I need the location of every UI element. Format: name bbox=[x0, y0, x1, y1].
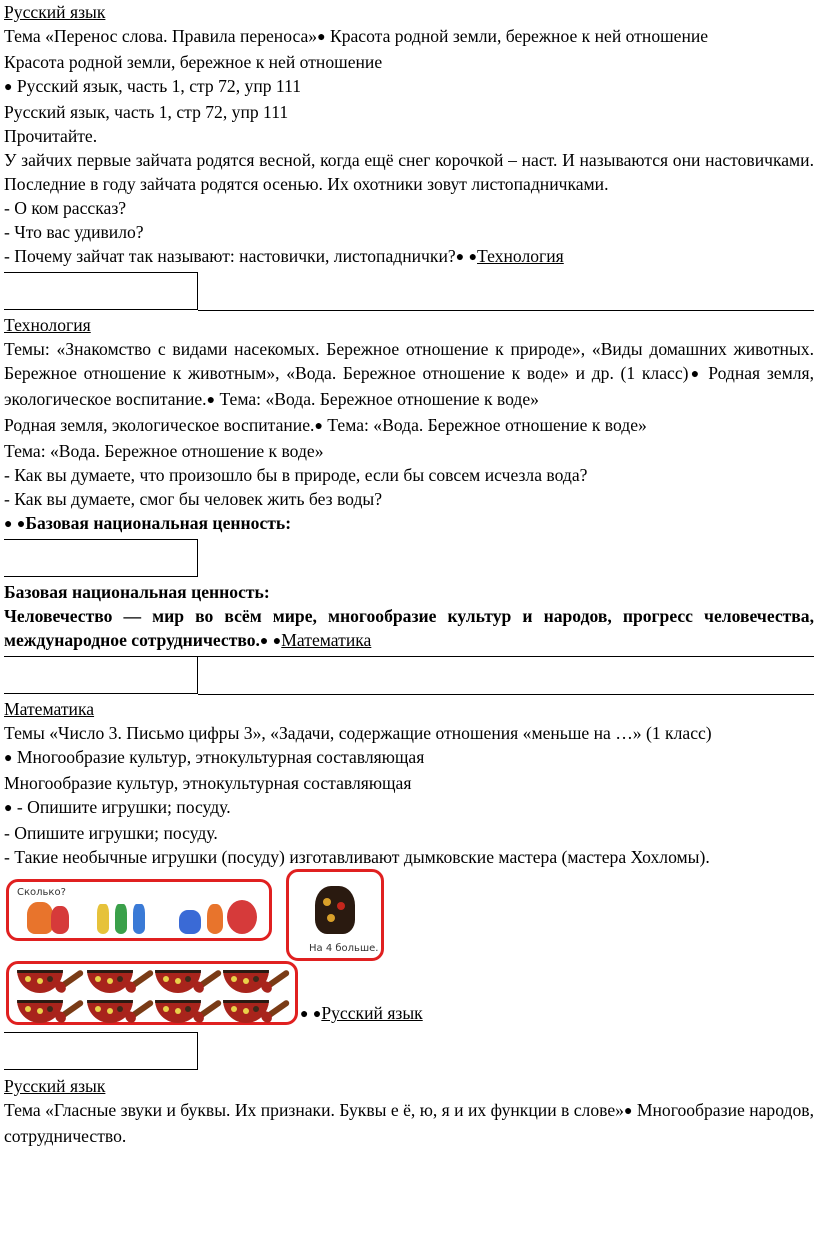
bullet-icon: ● bbox=[688, 367, 702, 382]
illustration-toys-dishes bbox=[4, 869, 814, 1024]
paragraph-dymkovo: - Такие необычные игрушки (посуду) изготавливают дымковские мастера (мастера Хохломы). bbox=[4, 847, 710, 867]
bullet-icon: ● bbox=[4, 80, 13, 95]
spoon-icon bbox=[266, 999, 291, 1019]
describe-text: - Опишите игрушки; посуду. bbox=[12, 797, 231, 817]
heading-russian-2: Русский язык bbox=[4, 1076, 106, 1096]
paragraph-hares-story: У зайчих первые зайчата родятся весной, когда ещё снег корочкой – наст. И называются они настовичками. Последние в году зайчата родятся осенью. Их охотники зовут листопадничками. bbox=[4, 150, 814, 194]
bullet-icon: ● bbox=[300, 1007, 309, 1022]
heading-math: Математика bbox=[4, 699, 95, 719]
samovar-icon bbox=[315, 886, 355, 934]
decor-icon bbox=[323, 898, 331, 906]
divider bbox=[198, 694, 814, 695]
ecology-water: Тема: «Вода. Бережное отношение к воде» bbox=[322, 415, 647, 435]
heading-russian: Русский язык bbox=[4, 2, 106, 22]
toy-icon bbox=[51, 906, 69, 934]
toy-icon bbox=[133, 904, 145, 934]
paragraph-textbook-ref-bullet bbox=[4, 74, 814, 100]
spoon-icon bbox=[130, 999, 155, 1019]
paragraph-cultures-bullet bbox=[4, 745, 814, 771]
toy-icon bbox=[179, 910, 201, 934]
bullet-icon: ● bbox=[259, 634, 269, 649]
label-count: Сколько? bbox=[17, 887, 66, 898]
technology-topics-water: Тема: «Вода. Бережное отношение к воде» bbox=[215, 389, 539, 409]
table-cell bbox=[4, 656, 198, 694]
paragraph-describe-bullet bbox=[4, 795, 814, 821]
separator-box bbox=[4, 654, 814, 697]
question-why-text: - Почему зайчат так называют: настовички, листопаднички? bbox=[4, 246, 456, 266]
bullet-icon: ● bbox=[4, 517, 13, 532]
paragraph-math-topics: Темы «Число 3. Письмо цифры 3», «Задачи, содержащие отношения «меньше на …» (1 класс) bbox=[4, 723, 712, 743]
document-page bbox=[4, 0, 814, 1148]
label-more: На 4 больше. bbox=[309, 943, 379, 954]
bullet-icon: ● bbox=[455, 250, 465, 265]
link-math[interactable]: Математика bbox=[281, 630, 372, 650]
bullet-icon: ● bbox=[314, 419, 323, 434]
topic-text: Тема «Перенос слова. Правила переноса» bbox=[4, 26, 318, 46]
bullet-icon: ● bbox=[4, 801, 13, 816]
paragraph-vowels-topic bbox=[4, 1098, 814, 1148]
bullet-icon: ● bbox=[317, 30, 326, 45]
toy-icon bbox=[227, 900, 257, 934]
table-cell bbox=[4, 539, 198, 577]
spoon-icon bbox=[130, 969, 155, 989]
divider bbox=[198, 656, 814, 657]
bullet-icon: ● bbox=[4, 751, 13, 766]
paragraph-native-land: Красота родной земли, бережное к ней отношение bbox=[4, 52, 383, 72]
cultures-text: Многообразие культур, этнокультурная составляющая bbox=[12, 747, 425, 767]
paragraph-topic-hyphenation bbox=[4, 24, 814, 50]
toy-icon bbox=[115, 904, 127, 934]
paragraph-cultures: Многообразие культур, этнокультурная составляющая bbox=[4, 773, 412, 793]
bullet-icon: ● bbox=[272, 634, 282, 649]
table-cell bbox=[4, 1032, 198, 1070]
bullet-icon: ● bbox=[16, 517, 26, 532]
bullet-icon: ● bbox=[623, 1104, 633, 1119]
heading-technology: Технология bbox=[4, 315, 91, 335]
question-live-without-water: - Как вы думаете, смог бы человек жить без воды? bbox=[4, 489, 383, 509]
frame-dishes bbox=[6, 961, 298, 1025]
frame-toys bbox=[6, 879, 272, 941]
question-surprise: - Что вас удивило? bbox=[4, 222, 144, 242]
spoon-icon bbox=[60, 999, 85, 1019]
paragraph-textbook-ref: Русский язык, часть 1, стр 72, упр 111 bbox=[4, 102, 289, 122]
toy-icon bbox=[27, 902, 53, 934]
paragraph-technology-topics bbox=[4, 337, 814, 413]
technology-topics-extra: Родная земля, экологическое воспитание. bbox=[4, 363, 814, 409]
vowels-topic-text: Тема «Гласные звуки и буквы. Их признаки. Буквы е ё, ю, я и их функции в слове» bbox=[4, 1100, 624, 1120]
divider bbox=[198, 310, 814, 311]
separator-box bbox=[4, 1024, 814, 1074]
spoon-icon bbox=[198, 999, 223, 1019]
paragraph-humanity bbox=[4, 604, 814, 654]
bullet-icon: ● bbox=[312, 1007, 322, 1022]
separator-box bbox=[4, 537, 814, 580]
toy-icon bbox=[97, 904, 109, 934]
paragraph-water-topic: Тема: «Вода. Бережное отношение к воде» bbox=[4, 441, 324, 461]
technology-topics-text: Темы: «Знакомство с видами насекомых. Бережное отношение к природе», «Виды домашних животных. Бережное отношение к животным», «Вода. Бережное отношение к воде» и др. (1 класс) bbox=[4, 339, 814, 383]
toy-icon bbox=[207, 904, 223, 934]
vowels-topic-extra: Многообразие народов, сотрудничество. bbox=[4, 1100, 814, 1146]
question-water-disappear: - Как вы думаете, что произошло бы в природе, если бы совсем исчезла вода? bbox=[4, 465, 588, 485]
humanity-text: Человечество — мир во всём мире, многообразие культур и народов, прогресс человечества, международное сотрудничество. bbox=[4, 606, 814, 650]
link-russian[interactable]: Русский язык bbox=[321, 1003, 423, 1023]
textbook-ref: Русский язык, часть 1, стр 72, упр 111 bbox=[12, 76, 302, 96]
paragraph-ecology bbox=[4, 413, 814, 439]
topic-extra: Красота родной земли, бережное к ней отношение bbox=[325, 26, 709, 46]
ecology-text: Родная земля, экологическое воспитание. bbox=[4, 415, 315, 435]
question-about: - О ком рассказ? bbox=[4, 198, 127, 218]
spoon-icon bbox=[266, 969, 291, 989]
paragraph-describe: - Опишите игрушки; посуду. bbox=[4, 823, 218, 843]
spoon-icon bbox=[198, 969, 223, 989]
paragraph-value-bullets bbox=[4, 511, 814, 537]
spoon-icon bbox=[60, 969, 85, 989]
value-link: Базовая национальная ценность: bbox=[25, 513, 292, 533]
frame-samovar bbox=[286, 869, 384, 961]
bullet-icon: ● bbox=[206, 393, 216, 408]
paragraph-read: Прочитайте. bbox=[4, 126, 98, 146]
heading-national-value: Базовая национальная ценность: bbox=[4, 582, 270, 602]
bullet-icon: ● bbox=[468, 250, 478, 265]
link-technology[interactable]: Технология bbox=[477, 246, 564, 266]
question-why bbox=[4, 244, 814, 270]
separator-box bbox=[4, 270, 814, 313]
table-cell bbox=[4, 272, 198, 310]
